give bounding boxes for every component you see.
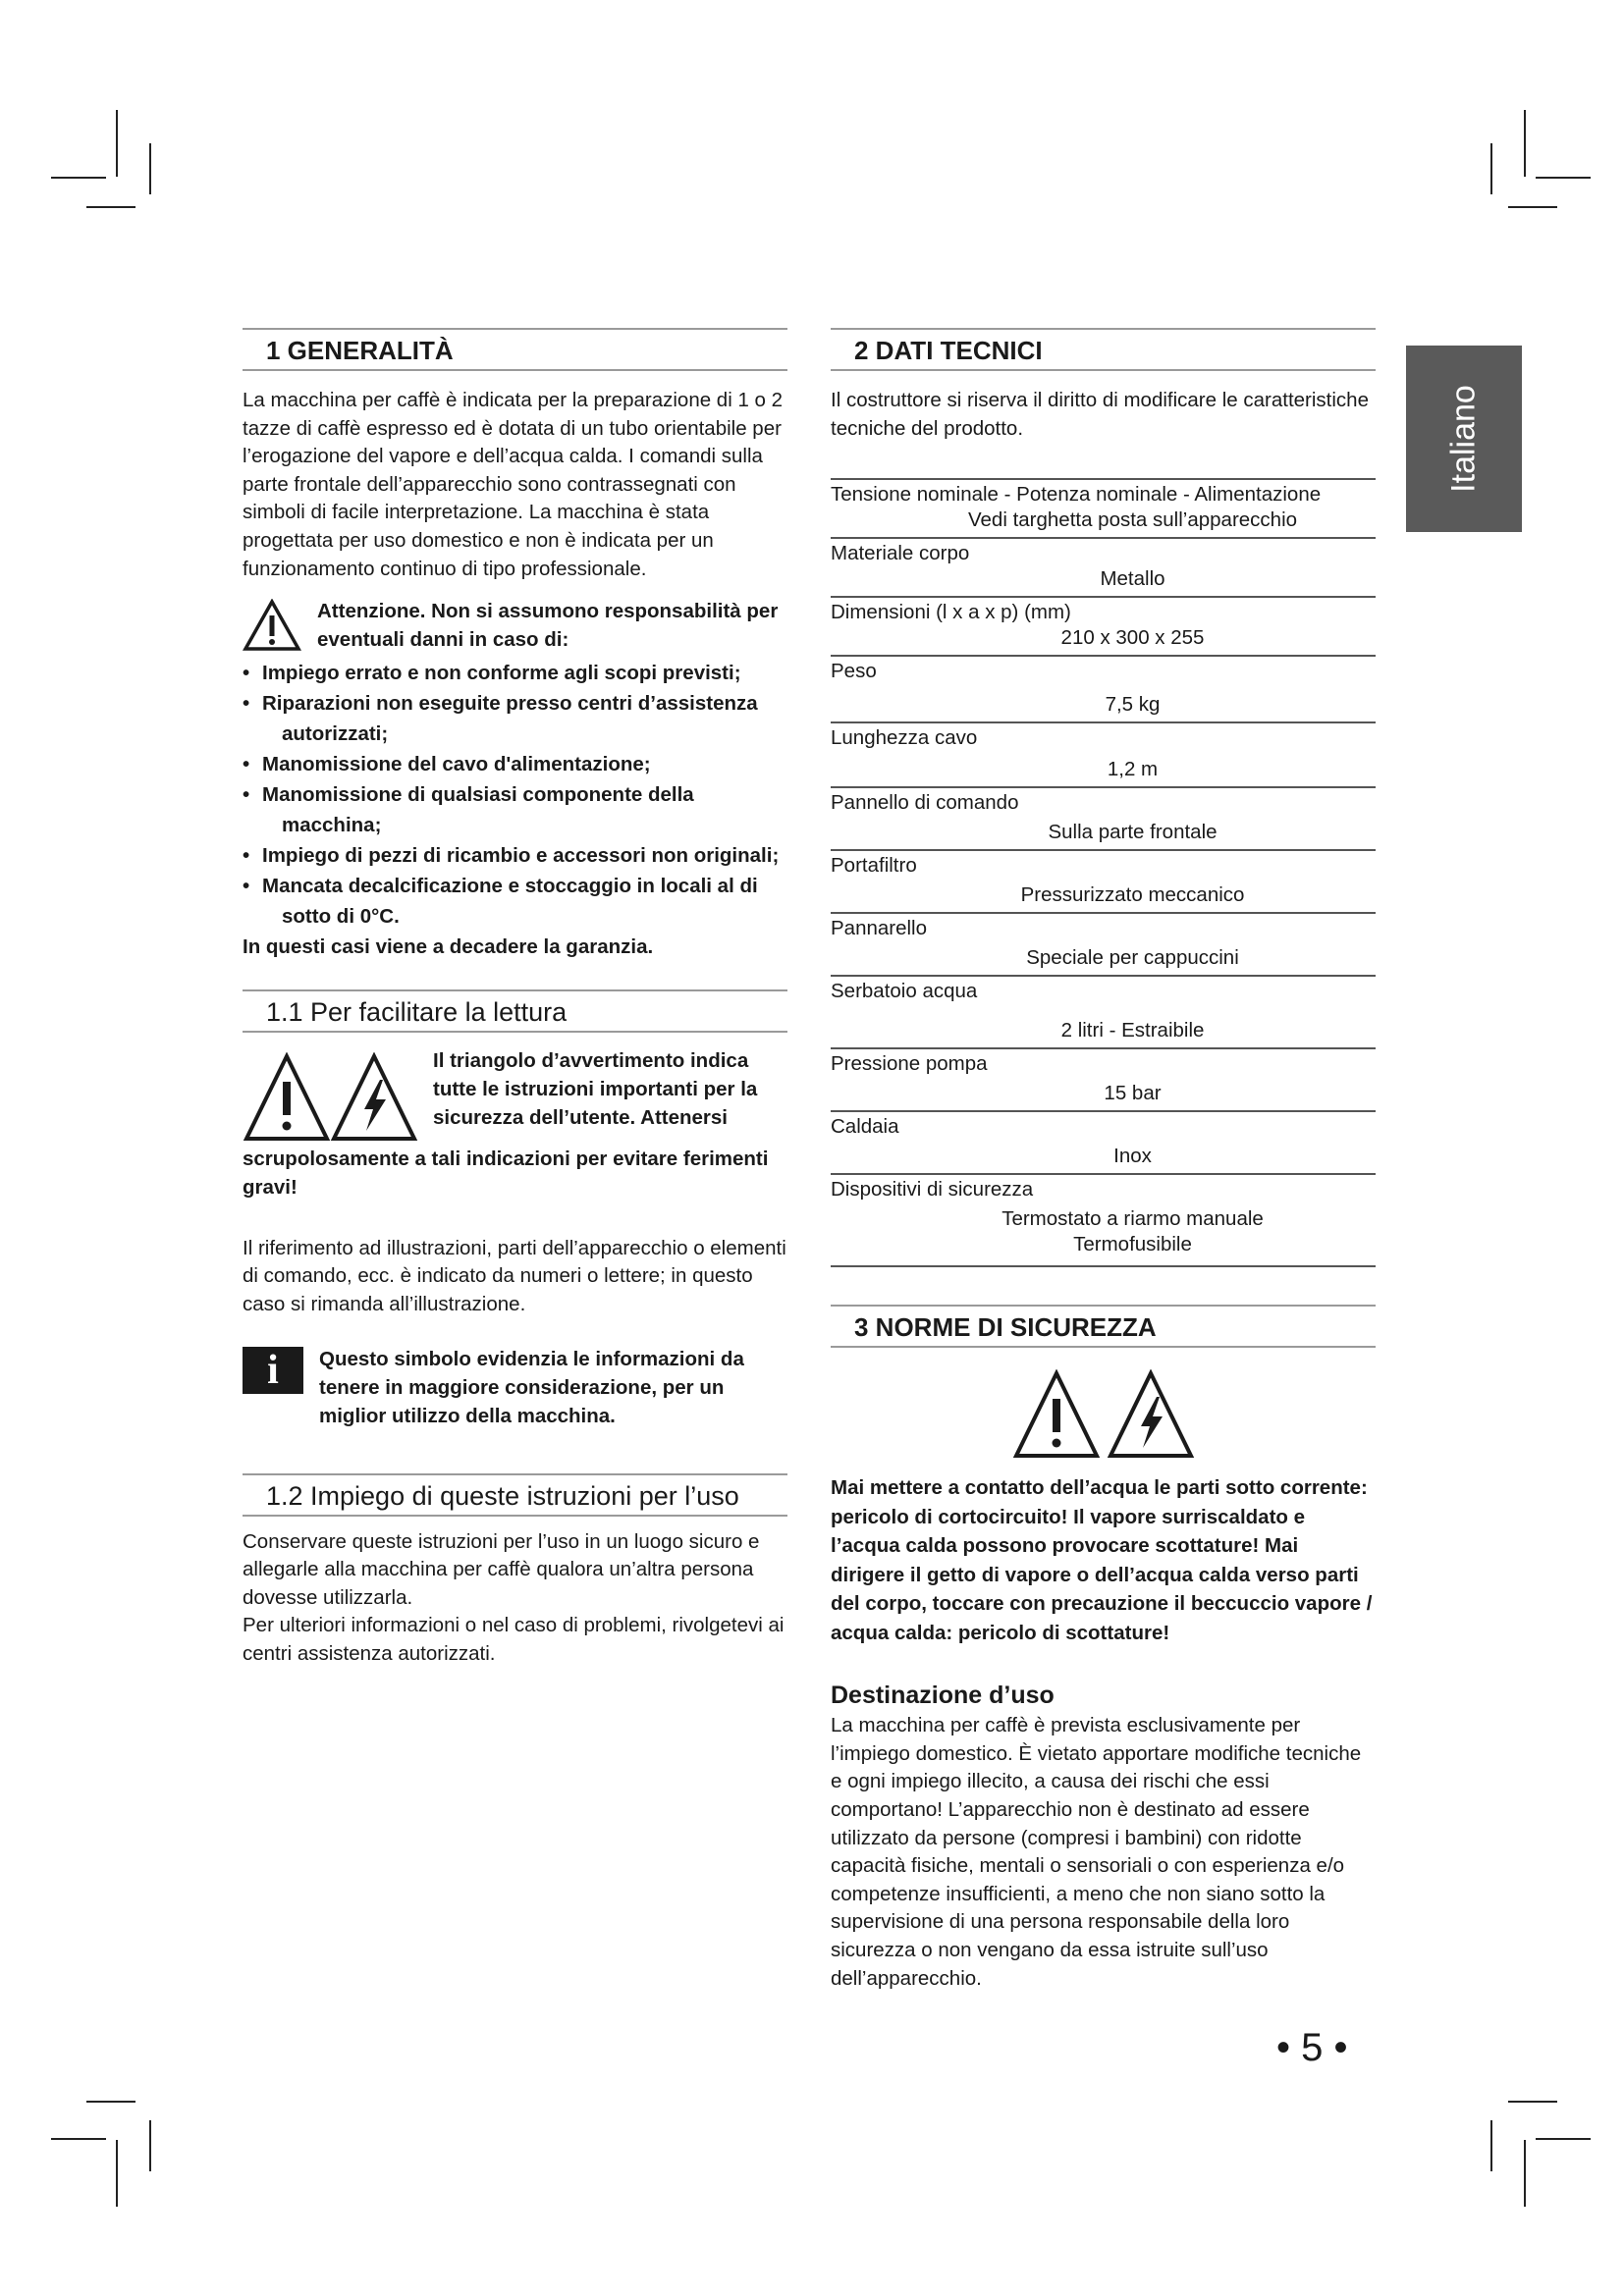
table-row [831, 1175, 1376, 1267]
liability-warning-text: Attenzione. Non si assumono responsabilità per eventuali danni in caso di: [317, 600, 779, 652]
spec-value: 15 bar [1104, 1082, 1162, 1105]
spec-label: Lunghezza cavo [831, 726, 978, 750]
table-row [831, 657, 1376, 723]
section-3-heading: 3 NORME DI SICUREZZA [831, 1305, 1376, 1348]
warning-triangle-icon [243, 599, 301, 652]
spec-label: Pannello di comando [831, 791, 1019, 815]
spec-value: 7,5 kg [1105, 693, 1161, 717]
spec-label: Materiale corpo [831, 542, 970, 565]
spec-label: Serbatoio acqua [831, 980, 978, 1003]
safety-warning-icons [831, 1369, 1376, 1460]
info-note [243, 1345, 787, 1430]
liability-warning [243, 597, 787, 654]
spec-value: 210 x 300 x 255 [1060, 626, 1205, 650]
warning-triangle-icon [1016, 1373, 1097, 1456]
spec-value: Metallo [1100, 567, 1165, 591]
list-item: • Impiego di pezzi di ricambio e accessori non originali; [243, 840, 787, 871]
list-item: • Manomissione del cavo d'alimentazione; [243, 749, 787, 779]
guarantee-note: In questi casi viene a decadere la garanzia. [243, 935, 654, 959]
crop-mark [1524, 2140, 1526, 2207]
spec-value: Vedi targhetta posta sull’apparecchio [967, 508, 1298, 532]
safety-warning-text: Mai mettere a contatto dell’acqua le parti sotto corrente: pericolo di cortocircuito! Il vapore surriscaldato e l’acqua calda possono provocare scottature! Mai dirigere il getto di vapore o dell’acqua calda verso parti del corpo, toccare con precauzione il beccuccio vapore / acqua calda: pericolo di scottature! [831, 1476, 1373, 1644]
crop-mark [1490, 2120, 1492, 2171]
section-2-intro: Il costruttore si riserva il diritto di modificare le caratteristiche tecniche del prodotto. [831, 389, 1369, 440]
language-tab-label: Italiano [1444, 385, 1483, 493]
left-column [243, 328, 787, 1669]
safety-icons [1005, 1369, 1202, 1460]
section-1-2-heading: 1.2 Impiego di queste istruzioni per l’uso [243, 1473, 787, 1517]
section-1-2-paragraph-1: Conservare queste istruzioni per l’uso in un luogo sicuro e allegarle alla macchina per caffè qualora un’altra persona dovesse utilizzarla. [243, 1529, 760, 1609]
page-number: • 5 • [1276, 2026, 1348, 2069]
table-row [831, 723, 1376, 788]
crop-mark [1524, 110, 1526, 177]
spec-value: Speciale per cappuccini [1026, 946, 1239, 970]
right-column [831, 328, 1376, 1993]
list-item: • Manomissione di qualsiasi componente della macchina; [243, 779, 787, 840]
spec-value: Termostato a riarmo manuale [1001, 1207, 1264, 1231]
spec-value: Sulla parte frontale [1048, 821, 1218, 844]
list-item: • Riparazioni non eseguite presso centri d’assistenza autorizzati; [243, 688, 787, 749]
spec-label: Dispositivi di sicurezza [831, 1178, 1034, 1201]
warning-icons [243, 1052, 419, 1143]
spec-value: 1,2 m [1107, 758, 1159, 781]
crop-mark [1490, 143, 1492, 194]
spec-value: 2 litri - Estraibile [1060, 1019, 1205, 1042]
table-row [831, 914, 1376, 977]
crop-mark [86, 2101, 135, 2103]
spec-value: Pressurizzato meccanico [1020, 883, 1245, 907]
spec-label: Pannarello [831, 917, 928, 940]
crop-mark [116, 2140, 118, 2207]
info-icon: i [243, 1347, 303, 1394]
reference-note: Il riferimento ad illustrazioni, parti dell’apparecchio o elementi di comando, ecc. è indicato da numeri o lettere; in questo caso si rimanda all’illustrazione. [243, 1236, 786, 1315]
language-tab [1406, 346, 1522, 532]
crop-mark [51, 2138, 106, 2140]
liability-list [243, 658, 787, 932]
section-1-2-paragraph-2: Per ulteriori informazioni o nel caso di problemi, rivolgetevi ai centri assistenza autorizzati. [243, 1614, 785, 1665]
table-row [831, 977, 1376, 1049]
crop-mark [1536, 2138, 1591, 2140]
triangle-explanation-continued: scrupolosamente a tali indicazioni per evitare ferimenti gravi! [243, 1147, 769, 1199]
info-note-text: Questo simbolo evidenzia le informazioni da tenere in maggiore considerazione, per un miglior utilizzo della macchina. [319, 1347, 744, 1427]
list-item: • Mancata decalcificazione e stoccaggio in locali al di sotto di 0°C. [243, 871, 787, 932]
intended-use-heading: Destinazione d’uso [831, 1682, 1055, 1710]
crop-mark [149, 143, 151, 194]
crop-mark [1508, 2101, 1557, 2103]
table-row [831, 788, 1376, 851]
electric-hazard-icon [334, 1056, 414, 1139]
table-row [831, 1112, 1376, 1175]
triangle-explanation [243, 1046, 787, 1145]
table-row [831, 539, 1376, 598]
spec-label: Dimensioni (l x a x p) (mm) [831, 601, 1071, 624]
electric-hazard-icon [1110, 1373, 1191, 1456]
spec-label: Portafiltro [831, 854, 917, 878]
section-1-intro: La macchina per caffè è indicata per la preparazione di 1 o 2 tazze di caffè espresso ed è dotata di un tubo orientabile per l’erogazione del vapore e dell’acqua calda. I comandi sulla parte frontale dell’apparecchio sono contrassegnati con simboli di facile interpretazione. La macchina è stata progettata per uso domestico e non è indicata per un funzionamento continuo di tipo professionale. [243, 389, 784, 580]
warning-triangle-icon [246, 1056, 327, 1139]
crop-mark [51, 177, 106, 179]
section-2-heading: 2 DATI TECNICI [831, 328, 1376, 371]
crop-mark [116, 110, 118, 177]
table-row [831, 598, 1376, 657]
intended-use-text: La macchina per caffè è prevista esclusivamente per l’impiego domestico. È vietato apportare modifiche tecniche e ogni impiego illecito, a causa dei rischi che essi comportano! L’apparecchio non è destinato ad essere utilizzato da persone (compresi i bambini) con ridotte capacità fisiche, mentali o sensoriali o con esperienza e/o competenze insufficienti, a meno che non siano sotto la supervisione di una persona responsabile della loro sicurezza o non vengano da essa istruite sull’uso dell’apparecchio. [831, 1714, 1362, 1990]
list-item: • Impiego errato e non conforme agli scopi previsti; [243, 658, 787, 688]
crop-mark [1536, 177, 1591, 179]
technical-data-table [831, 478, 1376, 1267]
crop-mark [86, 206, 135, 208]
crop-mark [149, 2120, 151, 2171]
triangle-explanation-text: Il triangolo d’avvertimento indica tutte le istruzioni importanti per la sicurezza dell’utente. Attenersi [433, 1048, 758, 1129]
spec-value: Inox [1113, 1145, 1152, 1168]
table-row [831, 480, 1376, 539]
spec-label: Peso [831, 660, 877, 683]
spec-label: Pressione pompa [831, 1052, 988, 1076]
spec-value: Termofusibile [1073, 1233, 1192, 1256]
table-row [831, 851, 1376, 914]
spec-label: Caldaia [831, 1115, 899, 1139]
crop-mark [1508, 206, 1557, 208]
spec-label: Tensione nominale - Potenza nominale - Alimentazione [831, 483, 1322, 507]
section-1-1-heading: 1.1 Per facilitare la lettura [243, 989, 787, 1033]
section-1-heading: 1 GENERALITÀ [243, 328, 787, 371]
table-row [831, 1049, 1376, 1112]
